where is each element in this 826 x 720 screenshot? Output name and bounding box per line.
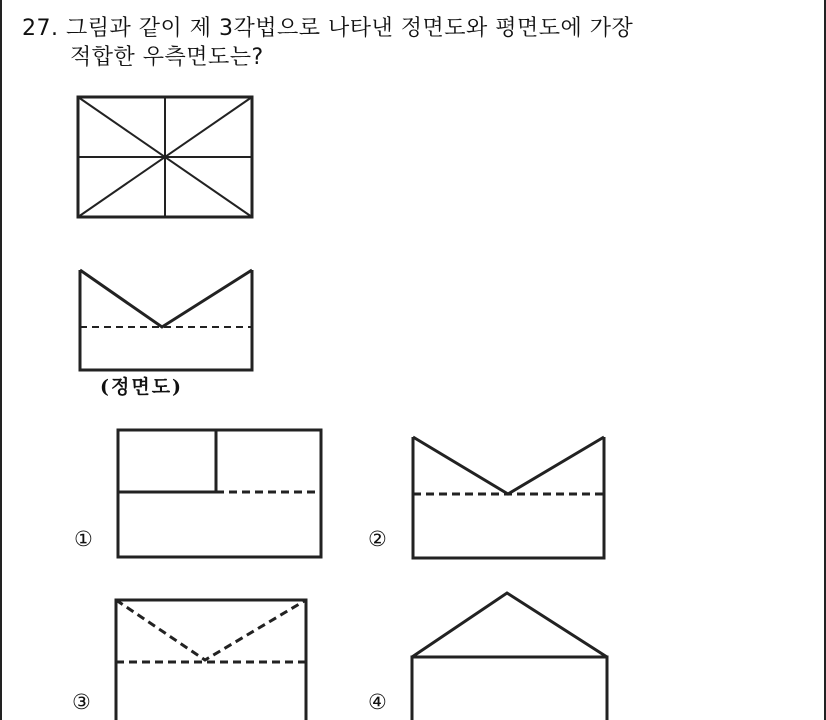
choice-2-marker[interactable]: ② — [368, 527, 387, 551]
choice-1-marker[interactable]: ① — [74, 527, 93, 551]
question-line-2: 적합한 우측면도는? — [70, 45, 264, 70]
front-view-caption: (정면도) — [100, 376, 184, 398]
choice-4-marker[interactable]: ④ — [368, 690, 387, 714]
choice-4-drawing — [412, 593, 607, 720]
choice-3-marker[interactable]: ③ — [72, 690, 91, 714]
question-line-1: 27. 그림과 같이 제 3각법으로 나타낸 정면도와 평면도에 가장 — [22, 16, 634, 41]
choice-3-drawing — [116, 600, 306, 720]
plan-view — [78, 97, 252, 217]
front-view — [80, 270, 252, 370]
choice-1-drawing — [118, 430, 321, 557]
choice-2-drawing — [413, 437, 604, 558]
